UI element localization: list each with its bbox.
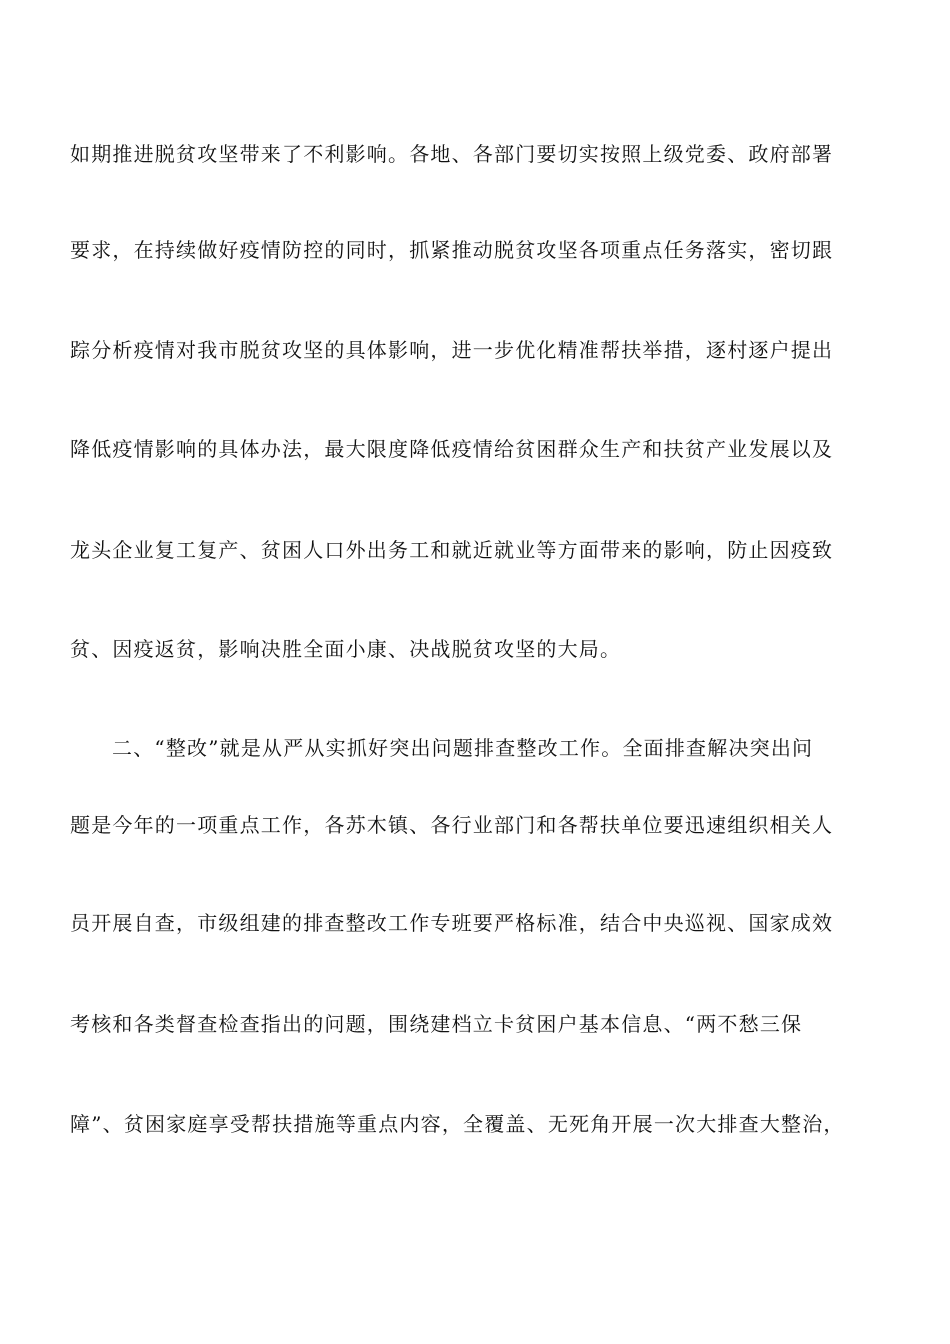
paragraph-line: 障”、贫困家庭享受帮扶措施等重点内容，全覆盖、无死角开展一次大排查大整治， [70, 1112, 845, 1136]
paragraph-line: 题是今年的一项重点工作，各苏木镇、各行业部门和各帮扶单位要迅速组织相关人 [70, 813, 834, 837]
paragraph-line: 考核和各类督查检查指出的问题，围绕建档立卡贫困户基本信息、“两不愁三保 [70, 1012, 803, 1036]
paragraph-line: 如期推进脱贫攻坚带来了不利影响。各地、各部门要切实按照上级党委、政府部署 [70, 142, 834, 166]
paragraph-line: 贫、因疫返贫，影响决胜全面小康、决战脱贫攻坚的大局。 [70, 637, 622, 661]
paragraph-line: 踪分析疫情对我市脱贫攻坚的具体影响，进一步优化精准帮扶举措，逐村逐户提出 [70, 338, 834, 362]
paragraph-line: 龙头企业复工复产、贫困人口外出务工和就近就业等方面带来的影响，防止因疫致 [70, 538, 834, 562]
section-heading-line: 二、“整改”就是从严从实抓好突出问题排查整改工作。全面排查解决突出问 [112, 736, 814, 760]
paragraph-line: 降低疫情影响的具体办法，最大限度降低疫情给贫困群众生产和扶贫产业发展以及 [70, 437, 834, 461]
paragraph-line: 员开展自查，市级组建的排查整改工作专班要严格标准，结合中央巡视、国家成效 [70, 911, 834, 935]
paragraph-line: 要求，在持续做好疫情防控的同时，抓紧推动脱贫攻坚各项重点任务落实，密切跟 [70, 238, 834, 262]
